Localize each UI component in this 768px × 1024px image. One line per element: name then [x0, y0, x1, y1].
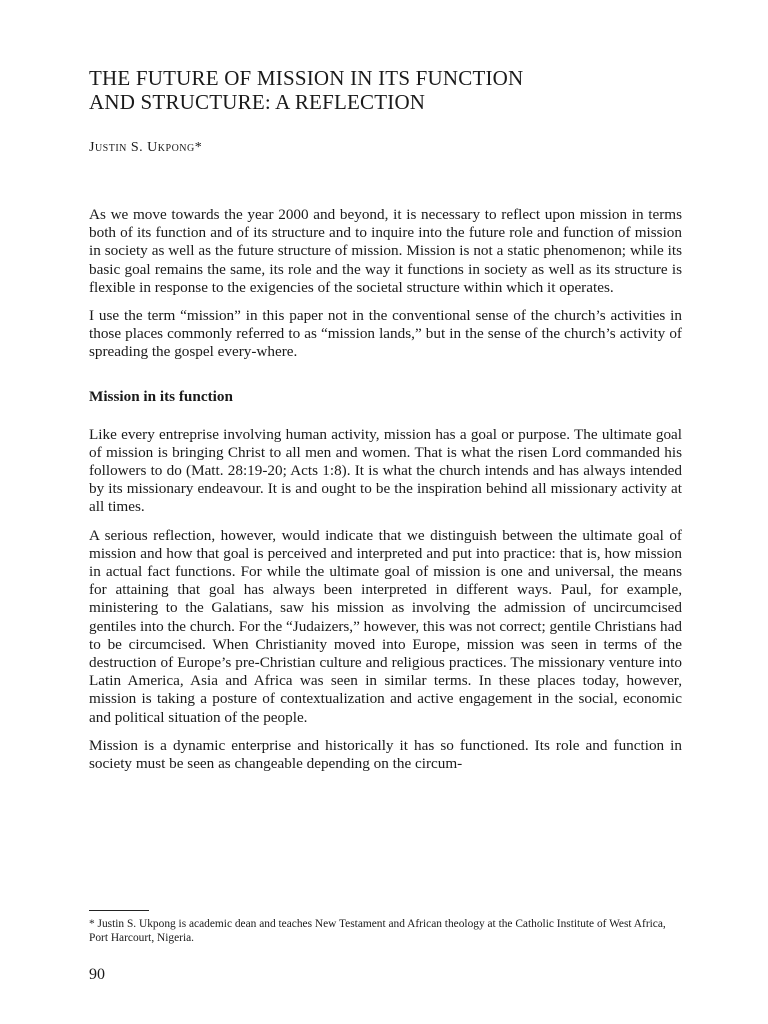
footnote-divider	[89, 910, 149, 911]
function-paragraph-2: A serious reflection, however, would indicate that we distinguish between the ultimate goal of mission and how that goal is perceived and interpreted and put into practice: that is, how mission in actual fact functions. For while the ultimate goal of mission is one and universal, the means for attaining that goal has always been interpreted in different ways. Paul, for example, ministering to the Galatians, saw his mission as involving the admission of uncircumcised gentiles into the church. For the “Judaizers,” however, this was not correct; gentile Christians had to be circumcised. When Christianity moved into Europe, mission was seen in terms of the destruction of Europe’s pre-Christian culture and religious practices. The missionary venture into Latin America, Asia and Africa was seen in similar terms. In these places today, however, mission is taking a posture of contextualization and active engagement in the social, economic and political situation of the people.	[89, 526, 682, 726]
title-line-2: AND STRUCTURE: A REFLECTION	[89, 90, 426, 114]
function-section	[89, 388, 682, 774]
function-paragraph-3: Mission is a dynamic enterprise and historically it has so functioned. Its role and function in society must be seen as changeable depending on the circum-	[89, 736, 682, 773]
footnote: * Justin S. Ukpong is academic dean and teaches New Testament and African theology at the Catholic Institute of West Africa, Port Harcourt, Nigeria.	[89, 918, 666, 944]
author-name: Justin S. Ukpong*	[89, 140, 203, 155]
article-title	[89, 66, 682, 114]
article-page	[89, 66, 682, 783]
title-line-1: THE FUTURE OF MISSION IN ITS FUNCTION	[89, 66, 524, 90]
intro-paragraph-1: As we move towards the year 2000 and beyond, it is necessary to reflect upon mission in terms both of its function and of its structure and to inquire into the future role and function of mission in society as well as the future structure of mission. Mission is not a static phenomenon; while its basic goal remains the same, its role and the way it functions in society as well as its structure is flexible in response to the exigencies of the societal structure within which it operates.	[89, 206, 682, 296]
page-number: 90	[89, 966, 105, 983]
function-paragraph-1: Like every entreprise involving human activity, mission has a goal or purpose. The ultimate goal of mission is bringing Christ to all men and women. That is what the risen Lord commanded his followers to do (Matt. 28:19-20; Acts 1:8). It is what the church intends and has always intended by its missionary endeavour. It is and ought to be the inspiration behind all missionary activity at all times.	[89, 425, 682, 516]
section-heading: Mission in its function	[89, 387, 233, 405]
intro-section	[89, 206, 682, 362]
intro-paragraph-2: I use the term “mission” in this paper not in the conventional sense of the church’s activities in those places commonly referred to as “mission lands,” but in the sense of the church’s activity of spreading the gospel every-where.	[89, 307, 682, 361]
